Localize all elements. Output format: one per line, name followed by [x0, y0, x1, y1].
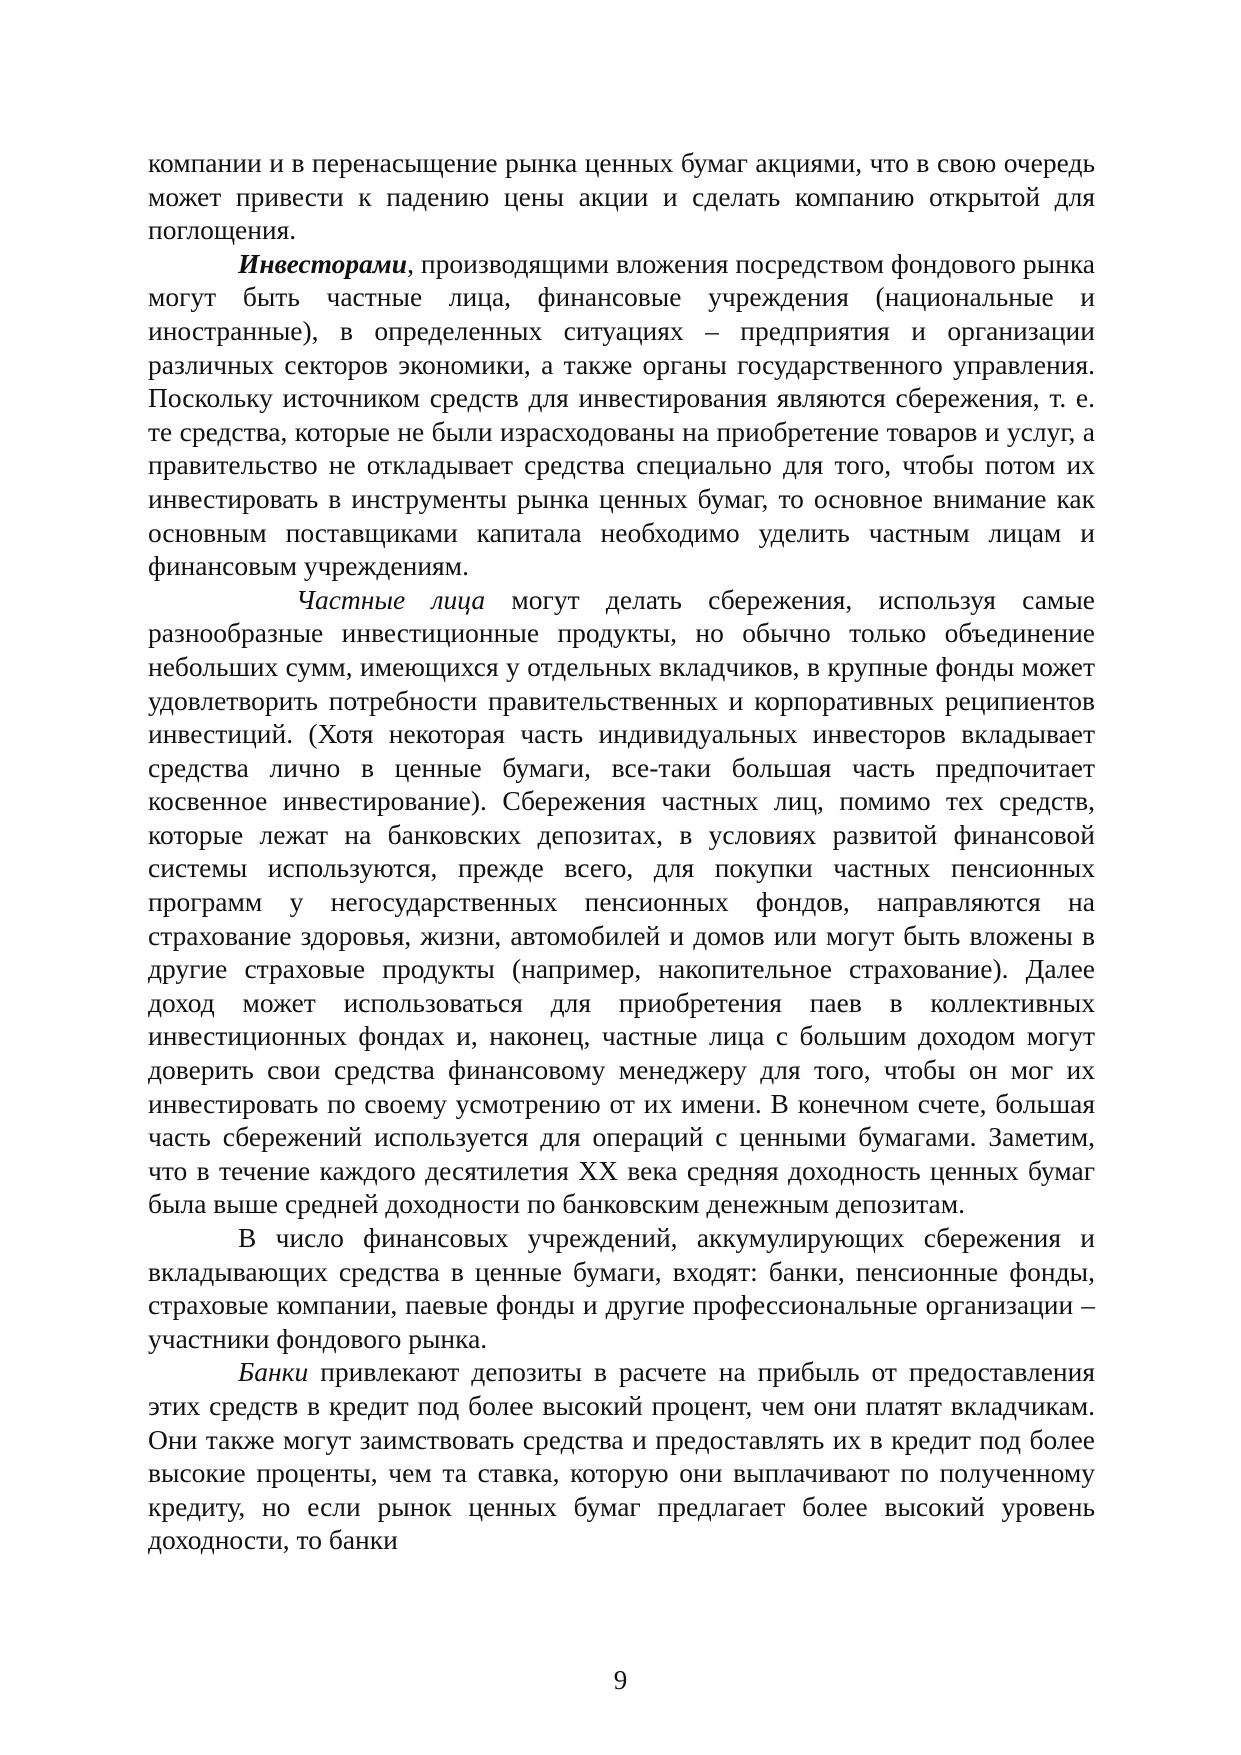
- paragraph-4: В число финансовых учреждений, аккумулирующих сбережения и вкладывающих средства в ценные бумаги, входят: банки, пенсионные фонды, страховые компании, паевые фонды и другие профессиональные организации – участники фондового рынка.: [148, 1222, 1095, 1354]
- page-number: 9: [613, 1665, 628, 1695]
- paragraph-5-text: привлекают депозиты в расчете на прибыль от предоставления этих средств в кредит под более высокий процент, чем они платят вкладчикам. Они также могут заимствовать средства и предоставлять их в кредит под более высокие проценты, чем та ставка, которую они выплачивают по полученному кредиту, но если рынок ценных бумаг предлагает более высокий уровень доходности, то банки: [148, 1356, 1095, 1556]
- paragraph-2: [148, 247, 1095, 583]
- term-banks: Банки: [238, 1356, 309, 1388]
- term-private-persons: Частные лица: [296, 583, 486, 615]
- paragraph-1: компании и в перенасыщение рынка ценных бумаг акциями, что в свою очередь может привести к падению цены акции и сделать компанию открытой для поглощения.: [148, 147, 1095, 246]
- paragraph-5: [148, 1355, 1095, 1557]
- term-investors: Инвесторами: [238, 247, 408, 279]
- paragraph-2-text: , производящими вложения посредством фондового рынка могут быть частные лица, финансовые учреждения (национальные и иностранные), в определенных ситуациях – предприятия и организации различных секторов экономики, а также органы государственного управления. Поскольку источником средств для инвестирования являются сбережения, т. е. те средства, которые не были израсходованы на приобретение товаров и услуг, а правительство не откладывает средства специально для того, чтобы потом их инвестировать в инструменты рынка ценных бумаг, то основное внимание как основным поставщиками капитала необходимо уделить частным лицам и финансовым учреждениям.: [148, 247, 1095, 582]
- paragraph-3: [148, 583, 1095, 1221]
- paragraph-3-text: могут делать сбережения, используя самые разнообразные инвестиционные продукты, но обычно только объединение небольших сумм, имеющихся у отдельных вкладчиков, в крупные фонды может удовлетворить потребности правительственных и корпоративных реципиентов инвестиций. (Хотя некоторая часть индивидуальных инвесторов вкладывает средства лично в ценные бумаги, все-таки большая часть предпочитает косвенное инвестирование). Сбережения частных лиц, помимо тех средств, которые лежат на банковских депозитах, в условиях развитой финансовой системы используются, прежде всего, для покупки частных пенсионных программ у негосударственных пенсионных фондов, направляются на страхование здоровья, жизни, автомобилей и домов или могут быть вложены в другие страховые продукты (например, накопительное страхование). Далее доход может использоваться для приобретения паев в коллективных инвестиционных фондах и, наконец, частные лица с большим доходом могут доверить свои средства финансовому менеджеру для того, чтобы он мог их инвестировать по своему усмотрению от их имени. В конечном счете, большая часть сбережений используется для операций с ценными бумагами. Заметим, что в течение каждого десятилетия XX века средняя доходность ценных бумаг была выше средней доходности по банковским денежным депозитам.: [148, 583, 1095, 1220]
- document-body: [148, 146, 1095, 1557]
